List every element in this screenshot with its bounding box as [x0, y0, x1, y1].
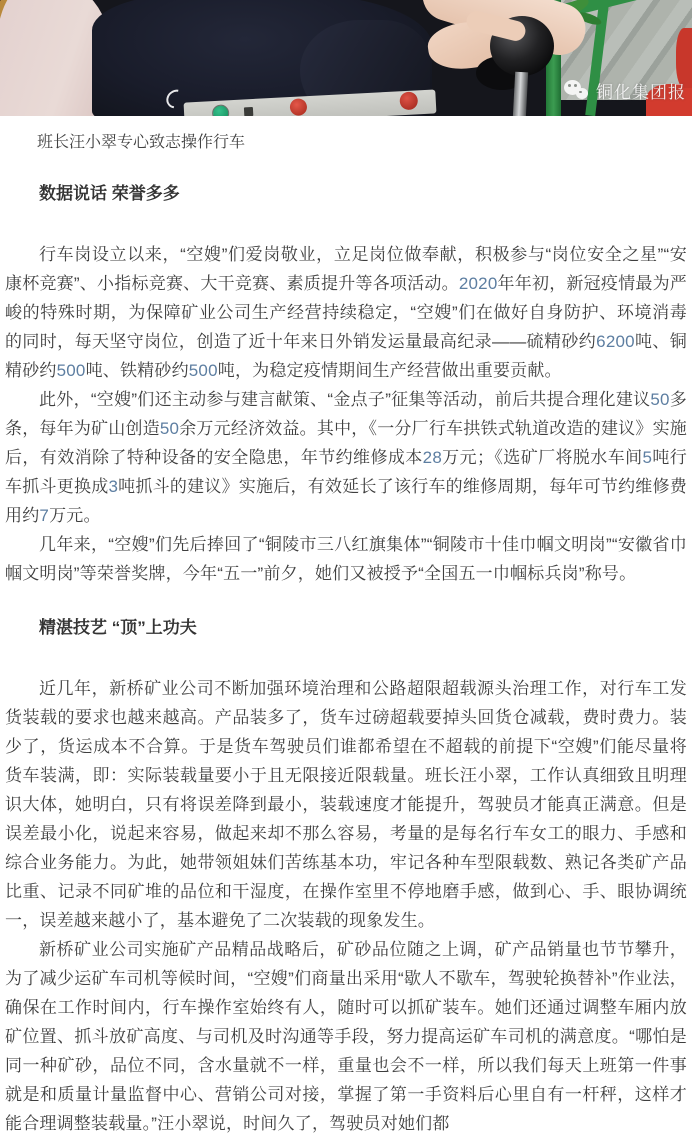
paragraph: 几年来，“空嫂”们先后捧回了“铜陵市三八红旗集体”“铜陵市十佳巾帼文明岗”“安徽省巾帼文明岗”等荣誉奖牌，今年“五一”前夕，她们又被授予“全国五一巾帼标兵岗”称号。 — [5, 535, 687, 583]
article-body — [0, 132, 692, 1138]
photo-red-button — [290, 98, 308, 116]
section-heading-2: 精湛技艺 “顶”上功夫 — [39, 618, 197, 637]
paragraph: 新桥矿业公司实施矿产品精品战略后，矿砂品位随之上调，矿产品销量也节节攀升，为了减少运矿车司机等候时间，“空嫂”们商量出采用“歇人不歇车，驾驶轮换替补”作业法，确保在工作时间内，行车操作室始终有人，随时可以抓矿装车。她们还通过调整车厢内放矿位置、抓斗放矿高度、与司机及时沟通等手段，努力提高运矿车司机的满意度。“哪怕是同一种矿砂，品位不同，含水量就不一样，重量也会不一样，所以我们每天上班第一件事就是和质量计量监督中心、营销公司对接，掌握了第一手资料后心里自有一杆秤，这样才能合理调整装载量。”汪小翠说，时间久了，驾驶员对她们都 — [5, 940, 687, 1133]
photo-green-button — [212, 104, 230, 116]
photo-square-switch — [244, 107, 253, 116]
watermark-text: 铜化集团报 — [596, 83, 686, 102]
watermark — [564, 78, 686, 103]
photo-caption: 班长汪小翠专心致志操作行车 — [37, 134, 246, 151]
paragraph: 行车岗设立以来，“空嫂”们爱岗敬业，立足岗位做奉献，积极参与“岗位安全之星”“安康杯竞赛”、小指标竞赛、大干竞赛、素质提升等各项活动。2020年年初，新冠疫情最为严峻的特殊时期，为保障矿业公司生产经营持续稳定，“空嫂”们在做好自身防护、环境消毒的同时，每天坚守岗位，创造了近十年来日外销发运量最高纪录——硫精砂约6200吨、铜精砂约500吨、铁精砂约500吨，为稳定疫情期间生产经营做出重要贡献。 — [5, 245, 688, 380]
crane-operator-photo — [0, 0, 692, 116]
photo-red-button-2 — [399, 91, 418, 110]
paragraph: 此外，“空嫂”们还主动参与建言献策、“金点子”征集等活动，前后共提合理化建议50多条，每年为矿山创造50余万元经济效益。其中，《一分厂行车拱铁式轨道改造的建议》实施后，有效消除了特种设备的安全隐患，年节约维修成本28万元；《选矿厂将脱水车间5吨行车抓斗更换成3吨抓斗的建议》实施后，有效延长了该行车的维修周期，每年可节约维修费用约7万元。 — [5, 390, 688, 525]
section-heading-1: 数据说话 荣誉多多 — [39, 184, 180, 203]
wechat-icon — [564, 80, 590, 102]
photo-joystick-shaft — [513, 72, 528, 116]
paragraph: 近几年，新桥矿业公司不断加强环境治理和公路超限超载源头治理工作，对行车工发货装载的要求也越来越高。产品装多了，货车过磅超载要掉头回货仓减载，费时费力。装少了，货运成本不合算。于是货车驾驶员们谁都希望在不超载的前提下“空嫂”们能尽量将货车装满，即：实际装载量要小于且无限接近限载量。班长汪小翠，工作认真细致且明理识大体，她明白，只有将误差降到最小，装载速度才能提升，驾驶员才能真正满意。但是误差最小化，说起来容易，做起来却不那么容易，考量的是每名行车女工的眼力、手感和综合业务能力。为此，她带领姐妹们苦练基本功，牢记各种车型限载数、熟记各类矿产品比重、记录不同矿堆的品位和干湿度，在操作室里不停地磨手感，做到心、手、眼协调统一，误差越来越小了，基本避免了二次装载的现象发生。 — [5, 679, 687, 930]
